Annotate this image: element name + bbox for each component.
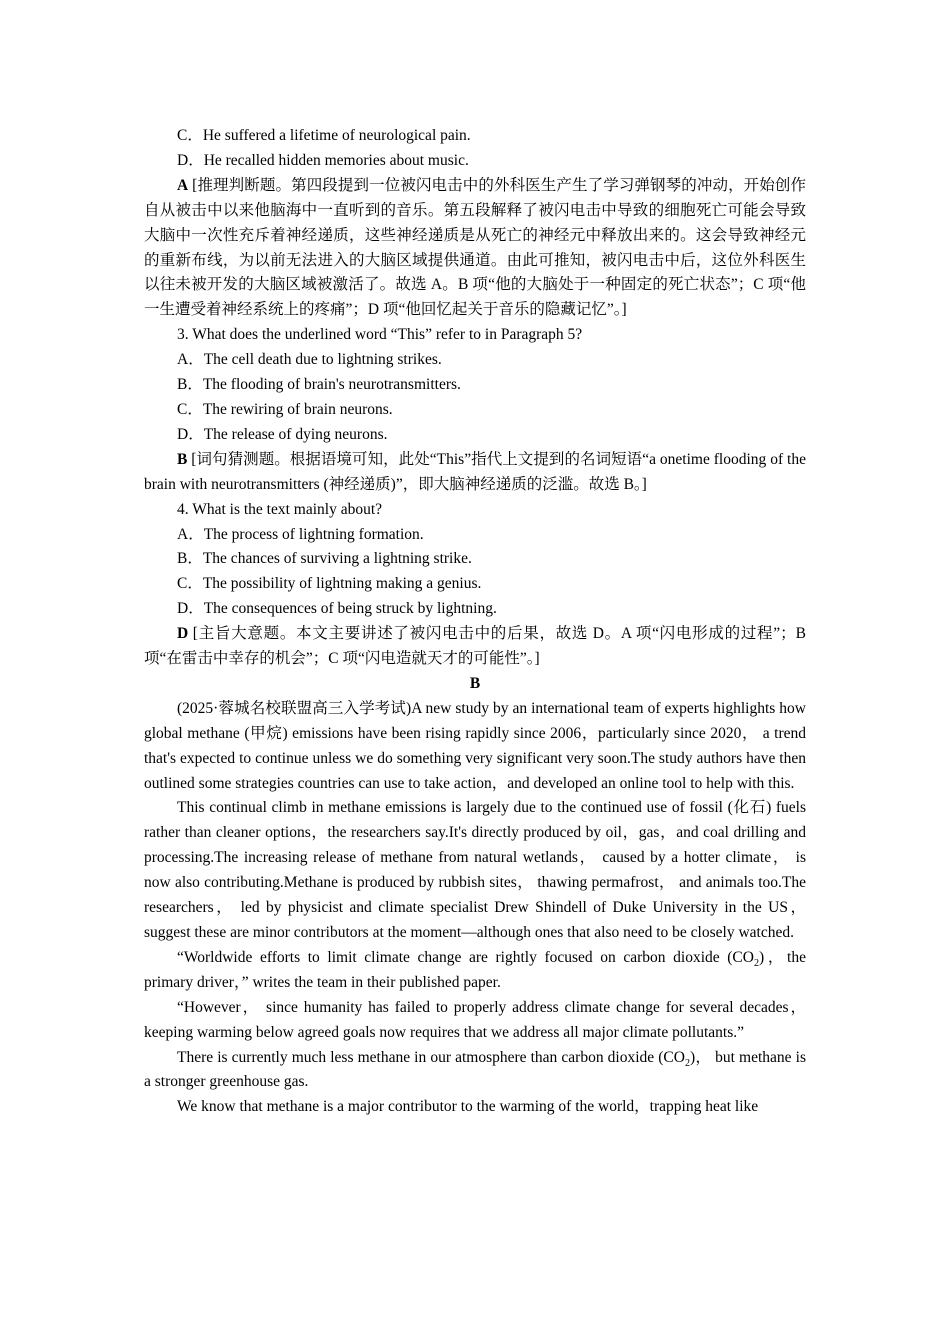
- q3-answer-explanation: [144, 448, 806, 498]
- q4-answer-letter: D: [177, 625, 189, 643]
- section-heading: B: [469, 674, 481, 692]
- passage-paragraph-1: (2025·蓉城名校联盟高三入学考试)A new study by an international team of experts highlights how global methane (甲烷) emissions have been rising rapidly since 2006，particularly since 2020， a trend that's expected to continue unless we do something very significant very soon.The study authors have then outlined some strategies countries can use to take action，and developed an online tool to help with this.: [144, 699, 806, 792]
- q4-question: 4. What is the text mainly about?: [177, 500, 383, 518]
- paragraph-3-subscript: 2: [753, 958, 759, 969]
- q4-option-b: B．The chances of surviving a lightning strike.: [177, 550, 472, 568]
- q2-answer-explanation: [144, 174, 806, 323]
- q4-option-d: D．The consequences of being struck by lightning.: [177, 600, 497, 618]
- q4-answer-explanation: [144, 622, 806, 672]
- q3-option-d: D．The release of dying neurons.: [177, 425, 388, 443]
- q3-question: 3. What does the underlined word “This” refer to in Paragraph 5?: [177, 326, 583, 344]
- paragraph-5-text-b: )， but methane is a stronger greenhouse gas.: [144, 1048, 806, 1091]
- passage-paragraph-4: “However， since humanity has failed to properly address climate change for several decades，keeping warming below agreed goals now requires that we address all major climate pollutants.”: [144, 998, 806, 1041]
- paragraph-5-subscript: 2: [684, 1057, 690, 1069]
- q3-option-c: C．The rewiring of brain neurons.: [177, 400, 393, 418]
- paragraph-5-text-a: There is currently much less methane in our atmosphere than carbon dioxide (CO: [177, 1048, 685, 1066]
- q4-option-a: A．The process of lightning formation.: [177, 525, 424, 543]
- passage-paragraph-3: [144, 946, 806, 996]
- q2-answer-letter: A: [177, 176, 189, 194]
- q2-option-d: D．He recalled hidden memories about music.: [177, 151, 469, 169]
- passage-paragraph-2: This continual climb in methane emissions is largely due to the continued use of fossil (化石) fuels rather than cleaner options，the researchers say.It's directly produced by oil，gas，and coal drilling and processing.The increasing release of methane from natural wetlands， caused by a hotter climate， is now also contributing.Methane is produced by rubbish sites， thawing permafrost， and animals too.The researchers， led by physicist and climate specialist Drew Shindell of Duke University in the US， suggest these are minor contributors at the moment—although ones that also need to be closely watched.: [144, 799, 806, 941]
- document-page: [144, 124, 806, 1120]
- q3-answer-letter: B: [177, 450, 188, 468]
- q3-option-a: A．The cell death due to lightning strikes.: [177, 351, 442, 369]
- passage-paragraph-6: We know that methane is a major contributor to the warming of the world，trapping heat like: [177, 1098, 759, 1116]
- q4-option-c: C．The possibility of lightning making a genius.: [177, 575, 482, 593]
- paragraph-3-text-a: “Worldwide efforts to limit climate change are rightly focused on carbon dioxide (CO: [177, 948, 754, 966]
- q2-answer-text: [推理判断题。第四段提到一位被闪电击中的外科医生产生了学习弹钢琴的冲动，开始创作自从被击中以来他脑海中一直听到的音乐。第五段解释了被闪电击中导致的细胞死亡可能会导致大脑中一次性充斥着神经递质，这些神经递质是从死亡的神经元中释放出来的。这会导致神经元的重新布线，为以前无法进入的大脑区域提供通道。由此可推知，被闪电击中后，这位外科医生以往未被开发的大脑区域被激活了。故选 A。B 项“他的大脑处于一种固定的死亡状态”；C 项“他一生遭受着神经系统上的疼痛”；D 项“他回忆起关于音乐的隐藏记忆”。]: [144, 176, 806, 319]
- passage-paragraph-5: [144, 1046, 806, 1096]
- q3-option-b: B．The flooding of brain's neurotransmitters.: [177, 376, 461, 394]
- paragraph-3-text-b: )，the primary driver，” writes the team in their published paper.: [144, 948, 806, 991]
- q3-answer-text: [词句猜测题。根据语境可知，此处“This”指代上文提到的名词短语“a onetime flooding of the brain with neurotransmitters (神经递质)”，即大脑神经递质的泛滥。故选 B。]: [144, 450, 806, 493]
- q4-answer-text: [主旨大意题。本文主要讲述了被闪电击中的后果，故选 D。A 项“闪电形成的过程”；B 项“在雷击中幸存的机会”；C 项“闪电造就天才的可能性”。]: [144, 625, 806, 668]
- q2-option-c: C．He suffered a lifetime of neurological pain.: [177, 127, 471, 144]
